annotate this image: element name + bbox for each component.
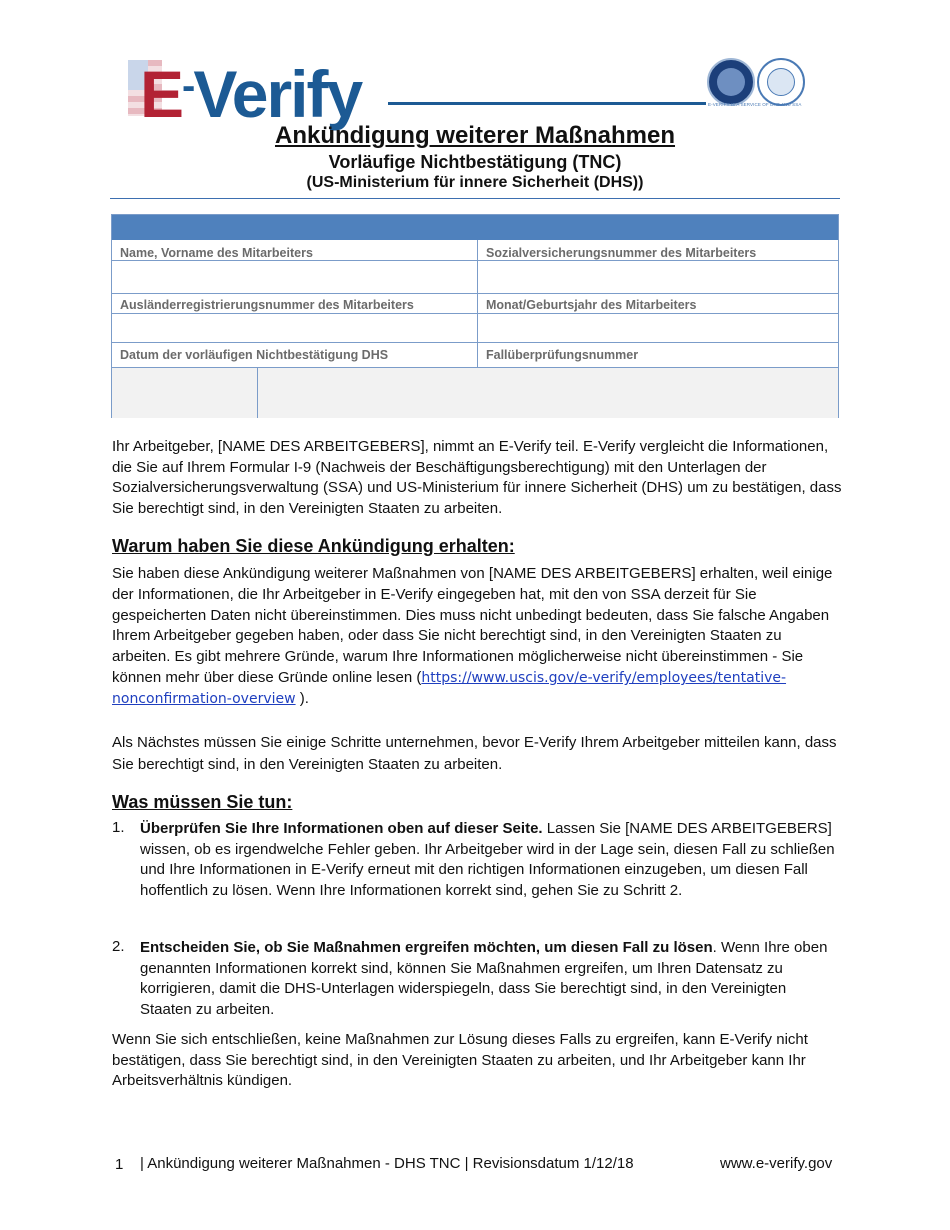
header-divider [110, 198, 840, 199]
step-number: 2. [112, 938, 125, 955]
form-col-divider [257, 367, 258, 418]
ssn-label: Sozialversicherungsnummer des Mitarbeiters [486, 246, 757, 260]
step-1-text: Lassen Sie [NAME DES ARBEITGEBERS] wissen, ob es irgendwelche Fehler geben. Ihr Arbeitgeber wird in der Lage sein, diesen Fall zu schließen und Ihre Informationen in E-Verify erneut mit den richtigen Informationen einzugeben, um diesen Fall hoffentlich zu lösen. Wenn Ihre Informationen korrekt sind, gehen Sie zu Schritt 2. [140, 820, 835, 899]
footer-info: | Ankündigung weiterer Maßnahmen - DHS TNC | Revisionsdatum 1/12/18 [140, 1155, 634, 1172]
intro-paragraph: Ihr Arbeitgeber, [NAME DES ARBEITGEBERS], nimmt an E-Verify teil. E-Verify vergleicht die Informationen, die Sie auf Ihrem Formular I-9 (Nachweis der Beschäftigungsberechtigung) mit den Unterlagen der Sozialversicherungsverwaltung (SSA) und US-Ministerium für innere Sicherheit (DHS) um zu bestätigen, dass Sie berechtigt sind, in den Vereinigten Staaten zu arbeiten. [112, 438, 842, 517]
next-steps-paragraph: Als Nächstes müssen Sie einige Schritte unternehmen, bevor E-Verify Ihrem Arbeitgeber mitteilen kann, dass Sie berechtigt sind, in den Vereinigten Staaten zu arbeiten. [112, 734, 837, 773]
page-number: 1 [115, 1156, 124, 1173]
agency-subtitle: (US-Ministerium für innere Sicherheit (DHS)) [306, 174, 644, 191]
footer-website: www.e-verify.gov [720, 1155, 833, 1172]
why-paragraph [112, 564, 842, 710]
birth-month-year-label: Monat/Geburtsjahr des Mitarbeiters [486, 298, 697, 312]
why-heading: Warum haben Sie diese Ankündigung erhalten: [112, 536, 515, 556]
employee-info-form [111, 214, 839, 418]
page-subtitle: Vorläufige Nichtbestätigung (TNC) [328, 152, 622, 172]
step-2 [140, 938, 842, 1020]
employee-name-label: Name, Vorname des Mitarbeiters [120, 246, 313, 260]
dhs-seal-icon [707, 58, 755, 106]
closing-paragraph: Wenn Sie sich entschließen, keine Maßnahmen zur Lösung dieses Falls zu ergreifen, kann E-Verify nicht bestätigen, dass Sie berechtigt sind, in den Vereinigten Staaten zu arbeiten, und Ihr Arbeitgeber kann Ihr Arbeitsverhältnis kündigen. [112, 1031, 808, 1089]
logo-underline [388, 102, 706, 105]
step-2-text: . Wenn Ihre oben genannten Informationen korrekt sind, können Sie Maßnahmen ergreifen, um Ihren Datensatz zu korrigieren, damit die DHS-Unterlagen widerspiegeln, dass Sie berechtigt sind, in den Vereinigten Staaten zu arbeiten. [140, 939, 828, 1018]
form-bottom-shade [112, 367, 838, 418]
step-1-bold: Überprüfen Sie Ihre Informationen oben auf dieser Seite. [140, 820, 543, 837]
form-row-divider [112, 367, 838, 368]
form-header-band [112, 215, 838, 240]
tnc-date-label: Datum der vorläufigen Nichtbestätigung DHS [120, 348, 389, 362]
logo-wordmark: E-Verify [140, 57, 362, 131]
form-row-divider [112, 260, 838, 261]
step-number: 1. [112, 819, 125, 836]
why-text: Sie haben diese Ankündigung weiterer Maßnahmen von [NAME DES ARBEITGEBERS] erhalten, weil einige der Informationen, die Ihr Arbeitgeber in E-Verify eingegeben hat, mit den von SSA derzeit für Sie gespeicherten Daten nicht übereinstimmen. Dies muss nicht unbedingt bedeuten, dass Sie falsche Angaben Ihrem Arbeitgeber gegeben haben, oder dass Sie nicht berechtigt sind, in den Vereinigten Staaten zu arbeiten. Es gibt mehrere Gründe, warum Ihre Informationen möglicherweise nicht übereinstimmen - Sie können mehr über diese Gründe online lesen ( [112, 565, 833, 686]
page-title: Ankündigung weiterer Maßnahmen [274, 122, 676, 149]
form-row-divider [112, 293, 838, 294]
form-row-divider [112, 342, 838, 343]
form-col-divider [477, 240, 478, 367]
ssa-seal-icon [757, 58, 805, 106]
alien-number-label: Ausländerregistrierungsnummer des Mitarbeiters [120, 298, 414, 312]
todo-heading: Was müssen Sie tun: [112, 792, 293, 812]
step-2-bold: Entscheiden Sie, ob Sie Maßnahmen ergreifen möchten, um diesen Fall zu lösen [140, 939, 713, 956]
step-1 [140, 819, 842, 901]
why-text-end: ). [295, 689, 309, 707]
e-verify-logo [128, 52, 398, 131]
seal-caption: E-VERIFY IS A SERVICE OF DHS AND SSA [708, 102, 802, 107]
tnc-overview-link[interactable]: https://www.uscis.gov/e-verify/employees/tentative-nonconfirmation-overview [112, 669, 787, 707]
form-row-divider [112, 313, 838, 314]
case-number-label: Fallüberprüfungsnummer [486, 348, 639, 362]
